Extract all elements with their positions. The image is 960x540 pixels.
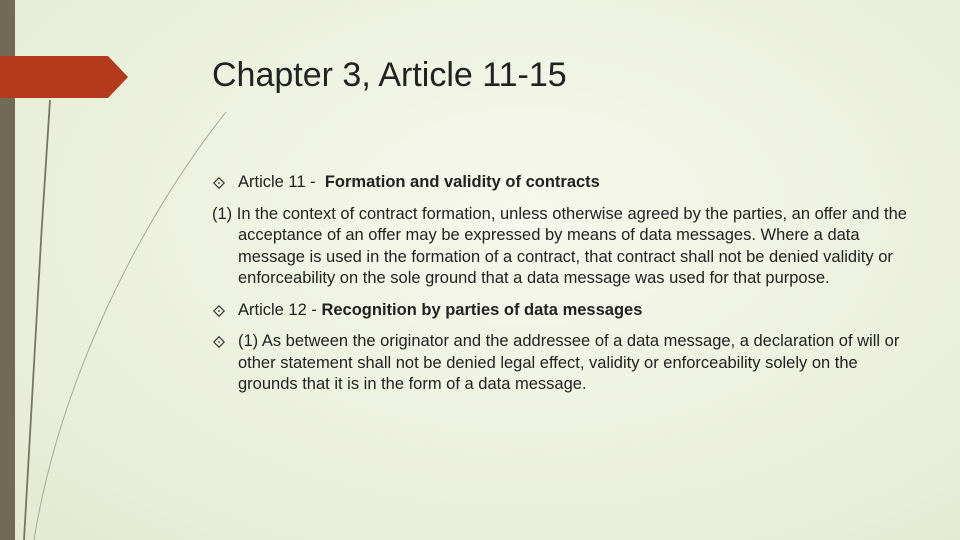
- article-12-heading: [212, 300, 912, 322]
- slide-title: Chapter 3, Article 11-15: [212, 56, 567, 94]
- article-11-title: Formation and validity of contracts: [324, 173, 600, 191]
- diamond-outline-icon: [213, 336, 225, 348]
- article-12-paragraph-1: [212, 331, 912, 396]
- article-12-title: Recognition by parties of data messages: [321, 300, 643, 319]
- diamond-outline-icon: [213, 305, 225, 317]
- article-11-paragraph-1: [212, 204, 912, 290]
- article-12-prefix: Article 12 -: [238, 300, 322, 319]
- paragraph-text: In the context of contract formation, unless otherwise agreed by the parties, an offer and the acceptance of an offer may be expressed by means of data messages. Where a data message is used in the formation of a contract, that contract shall not be denied validity or enforceability on the sole ground that a data message was used for that purpose.: [236, 204, 907, 287]
- slide-content: [212, 172, 912, 396]
- article-11-prefix: Article 11 -: [238, 173, 321, 191]
- title-tab-shape: [0, 56, 128, 98]
- article-11-heading: [212, 172, 912, 194]
- decor-curve-inner: [24, 100, 50, 540]
- article-12-paragraph-text: (1) As between the originator and the addressee of a data message, a declaration of will or other statement shall not be denied legal effect, validity or enforceability solely on the grounds that it is in the form of a data message.: [238, 332, 900, 393]
- decor-curve-outer: [34, 112, 226, 540]
- diamond-outline-icon: [213, 177, 225, 189]
- paragraph-number: (1): [212, 204, 233, 223]
